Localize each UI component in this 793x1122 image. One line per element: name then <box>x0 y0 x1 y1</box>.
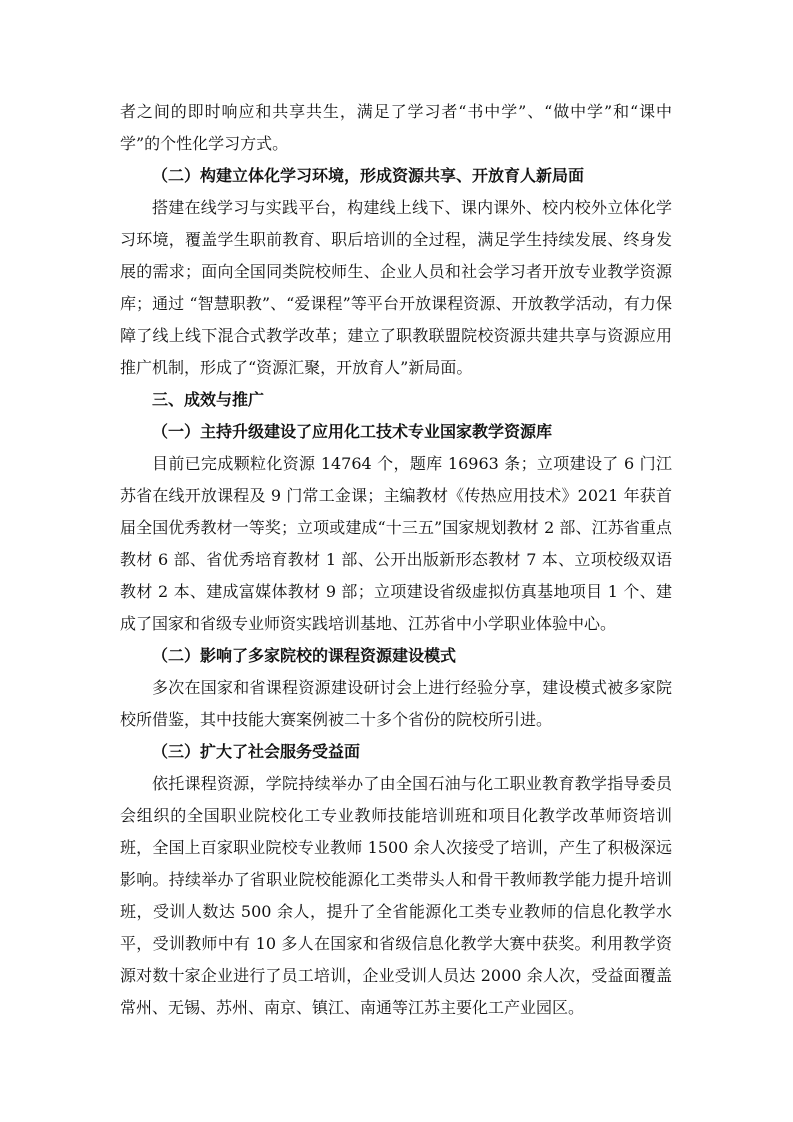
subheading-social-service: （三）扩大了社会服务受益面 <box>152 742 361 761</box>
paragraph-resource-library: 目前已完成颗粒化资源 14764 个，题库 16963 条；立项建设了 6 门江苏省在线开放课程及 9 门常工金课；主编教材《传热应用技术》2021 年获首届全国优秀教材一等奖；立项或建成“十三五”国家规划教材 2 部、江苏省重点教材 6 部、省优秀培育教材 1 部、公开出版新形态教材 7 本、立项校级双语教材 2 本、建成富媒体教材 9 部；立项建设省级虚拟仿真基地项目 1 个、建成了国家和省级专业师资实践培训基地、江苏省中小学职业体验中心。 <box>120 454 672 633</box>
subheading-influence: （二）影响了多家院校的课程资源建设模式 <box>152 646 457 665</box>
subheading-build-environment: （二）构建立体化学习环境，形成资源共享、开放育人新局面 <box>152 166 585 185</box>
subheading-resource-library: （一）主持升级建设了应用化工技术专业国家教学资源库 <box>152 422 553 441</box>
paragraph-influence: 多次在国家和省课程资源建设研讨会上进行经验分享，建设模式被多家院校所借鉴，其中技能大赛案例被二十多个省份的院校所引进。 <box>120 678 672 729</box>
paragraph-social-service: 依托课程资源，学院持续举办了由全国石油与化工职业教育教学指导委员会组织的全国职业院校化工专业教师技能培训班和项目化教学改革师资培训班，全国上百家职业院校专业教师 1500 余人次接受了培训，产生了积极深远影响。持续举办了省职业院校能源化工类带头人和骨干教师教学能力提升培训班，受训人数达 500 余人，提升了全省能源化工类专业教师的信息化教学水平，受训教师中有 10 多人在国家和省级信息化教学大赛中获奖。利用教学资源对数十家企业进行了员工培训，企业受训人员达 2000 余人次，受益面覆盖常州、无锡、苏州、南京、镇江、南通等江苏主要化工产业园区。 <box>120 774 672 1017</box>
paragraph-continued: 者之间的即时响应和共享共生，满足了学习者“书中学”、“做中学”和“课中学”的个性化学习方式。 <box>120 102 672 153</box>
paragraph-environment: 搭建在线学习与实践平台，构建线上线下、课内课外、校内校外立体化学习环境，覆盖学生职前教育、职后培训的全过程，满足学生持续发展、终身发展的需求；面向全国同类院校师生、企业人员和社会学习者开放专业教学资源库；通过 “智慧职教”、“爱课程”等平台开放课程资源、开放教学活动，有力保障了线上线下混合式教学改革；建立了职教联盟院校资源共建共享与资源应用推广机制，形成了“资源汇聚，开放育人”新局面。 <box>120 198 672 377</box>
section-heading-results: 三、成效与推广 <box>152 390 265 409</box>
document-body <box>120 96 672 1024</box>
